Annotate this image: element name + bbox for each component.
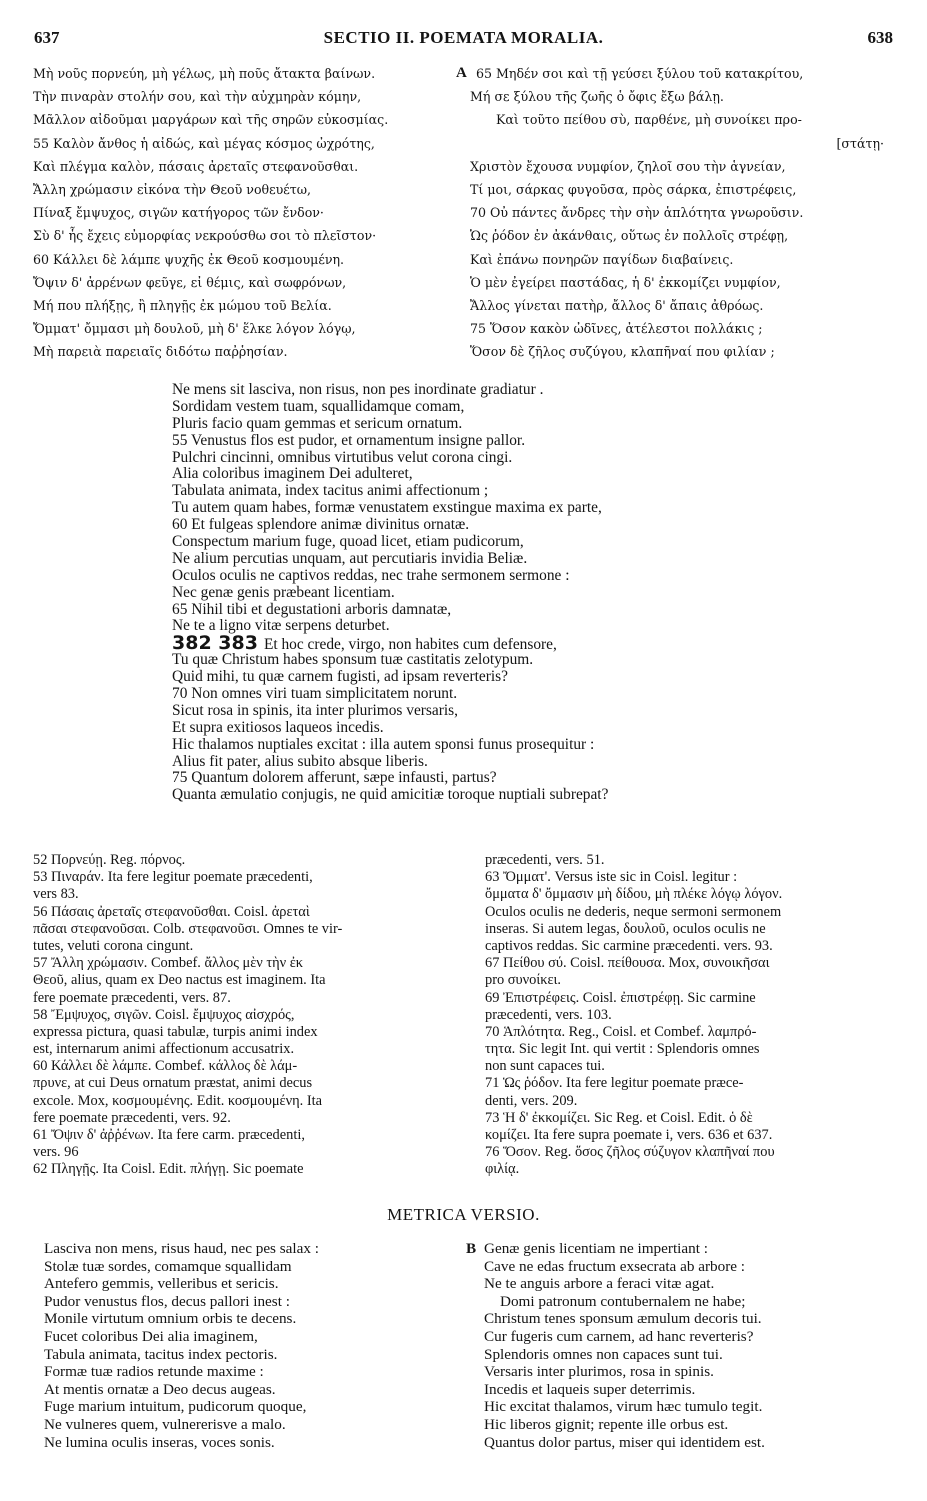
metrica-line: Formæ tuæ radios retunde maxime : bbox=[44, 1363, 264, 1381]
note-line: τητα. Sic legit Int. qui vertit : Splendoris omnes bbox=[485, 1041, 760, 1058]
notes-column-left bbox=[33, 852, 473, 1179]
note-line: πρυνε, at cui Deus ornatum præstat, animi decus bbox=[33, 1075, 313, 1092]
note-line: est, internarum animi affectionum accusatrix. bbox=[33, 1041, 295, 1058]
column-marker: B bbox=[466, 1240, 477, 1257]
latin-line: Nec genæ genis præbeant licentiam. bbox=[172, 583, 395, 601]
latin-line: Hic thalamos nuptiales excitat : illa autem sponsi funus prosequitur : bbox=[172, 735, 595, 753]
greek-verse-line: Τὴν πιναρὰν στολήν σου, καὶ τὴν αὐχμηρὰν κόμην, bbox=[33, 89, 362, 105]
latin-line: Quid mihi, tu quæ carnem fugisti, ad ipsam reverteris? bbox=[172, 668, 508, 686]
greek-verse-line: Χριστὸν ἔχουσα νυμφίον, ζηλοῖ σου τὴν ἁγνείαν, bbox=[470, 158, 786, 174]
note-line: 60 Κάλλει δὲ λάμπε. Combef. κάλλος δὲ λάμ- bbox=[33, 1058, 298, 1075]
greek-verse-line: Πίναξ ἔμψυχος, σιγῶν κατήγορος τῶν ἔνδον· bbox=[33, 205, 324, 221]
metrica-line: Cave ne edas fructum exsecrata ab arbore : bbox=[484, 1257, 746, 1275]
latin-line: Oculos oculis ne captivos reddas, nec trahe sermonem sermone : bbox=[172, 566, 570, 584]
note-line: Θεοῦ, alius, quam ex Deo nactus est imaginem. Ita bbox=[33, 972, 326, 989]
metrica-column-left bbox=[44, 1240, 464, 1451]
note-line: 57 Ἄλλη χρώμασιν. Combef. ἄλλος μὲν τὴν ἐκ bbox=[33, 955, 304, 972]
latin-line: Tu quæ Christum habes sponsum tuæ castitatis zelotypum. bbox=[172, 651, 534, 669]
note-line: tutes, veluti corona cingunt. bbox=[33, 937, 194, 954]
note-line: κομίζει. Ita fere supra poemate i, vers. 636 et 637. bbox=[485, 1127, 773, 1143]
note-line: vers 83. bbox=[33, 886, 79, 903]
greek-verse-line: [στάτῃ· bbox=[836, 135, 884, 151]
greek-verse-line: Καὶ ἐπάνω πονηρῶν παγίδων διαβαίνεις. bbox=[470, 251, 734, 267]
note-line: πᾶσαι στεφανοῦσαι. Colb. στεφανοῦσι. Omnes te vir- bbox=[33, 920, 343, 937]
greek-verse-line: 55 Καλὸν ἄνθος ἡ αἰδώς, καὶ μέγας κόσμος ὠχρότης, bbox=[33, 135, 375, 151]
page-number-left: 637 bbox=[34, 28, 60, 47]
metrica-line bbox=[466, 1240, 900, 1258]
section-title: SECTIO II. POEMATA MORALIA. bbox=[323, 28, 604, 47]
latin-line: 75 Quantum dolorem afferunt, sæpe infausti, partus? bbox=[172, 769, 497, 787]
latin-line: Ne alium percutias unquam, aut percutiaris invidia Beliæ. bbox=[172, 549, 528, 567]
note-line: 73 Ἡ δ' ἐκκομίζει. Sic Reg. et Coisl. Edit. ὁ δὲ bbox=[485, 1109, 753, 1126]
metrica-line: Ne vulneres quem, vulnererisve a malo. bbox=[44, 1415, 286, 1433]
latin-line bbox=[172, 632, 892, 655]
note-line: fere poemate præcedenti, vers. 87. bbox=[33, 989, 231, 1006]
note-line: præcedenti, vers. 103. bbox=[485, 1006, 612, 1023]
greek-verse-line: Ὡς ῥόδον ἐν ἀκάνθαις, οὕτως ἐν πολλοῖς στρέφῃ, bbox=[470, 228, 789, 244]
greek-verse-line: Μή σε ξύλου τῆς ζωῆς ὁ ὄφις ἔξω βάλῃ. bbox=[470, 89, 724, 105]
greek-verse-line: Μᾶλλον αἰδοῦμαι μαργάρων καὶ τῆς σηρῶν εὐκοσμίας. bbox=[33, 112, 389, 128]
greek-verse-line: Ἄλλος γίνεται πατὴρ, ἄλλος δ' ἄπαις ἀθρόως. bbox=[470, 297, 764, 313]
greek-column-left bbox=[33, 62, 463, 363]
latin-line: Alia coloribus imaginem Dei adulteret, bbox=[172, 465, 413, 483]
note-line: inseras. Si autem legas, δουλοῦ, oculos oculis ne bbox=[485, 920, 766, 937]
note-line: φιλίᾳ. bbox=[485, 1161, 520, 1178]
greek-verse-line: 70 Οὐ πάντες ἄνδρες τὴν σὴν ἁπλότητα γνωροῦσιν. bbox=[470, 205, 804, 221]
greek-verse-line bbox=[456, 62, 900, 85]
note-line: 62 Πληγῇς. Ita Coisl. Edit. πλήγῃ. Sic poemate bbox=[33, 1161, 304, 1178]
metrica-line: Hic excitat thalamos, virum hæc tumulo tegit. bbox=[484, 1398, 763, 1416]
note-line: non sunt capaces tui. bbox=[485, 1058, 605, 1075]
metrica-line: Versaris inter plurimos, rosa in spinis. bbox=[484, 1363, 714, 1381]
metrica-line: Fucet coloribus Dei alia imaginem, bbox=[44, 1327, 258, 1345]
greek-verse-line: Ὄμματ' ὄμμασι μὴ δουλοῦ, μὴ δ' ἕλκε λόγον λόγῳ, bbox=[33, 321, 356, 337]
note-line: Oculos oculis ne dederis, neque sermoni sermonem bbox=[485, 903, 782, 920]
metrica-line: Tabula animata, tacitus index pectoris. bbox=[44, 1345, 278, 1363]
metrica-line: Domi patronum contubernalem ne habe; bbox=[500, 1292, 746, 1310]
metrica-line: Incedis et laqueis super deterrimis. bbox=[484, 1380, 696, 1398]
greek-verse-line: Ὅσον δὲ ζῆλος συζύγου, κλαπῆναί που φιλίαν ; bbox=[470, 344, 775, 360]
latin-line: Sordidam vestem tuam, squallidamque comam, bbox=[172, 397, 465, 415]
note-line: 69 Ἐπιστρέφεις. Coisl. ἐπιστρέφῃ. Sic carmine bbox=[485, 989, 756, 1006]
greek-verse-line: Μὴ νοῦς πορνεύη, μὴ γέλως, μὴ ποῦς ἄτακτα βαίνων. bbox=[33, 66, 376, 81]
note-line: pro συνοίκει. bbox=[485, 972, 562, 989]
latin-line: Conspectum marium fuge, quoad licet, etiam pudicorum, bbox=[172, 533, 524, 551]
note-line: præcedenti, vers. 51. bbox=[485, 852, 605, 868]
latin-line: Tu autem quam habes, formæ venustatem exstingue maxima ex parte, bbox=[172, 499, 602, 517]
metrica-line: Christum tenes sponsum æmulum decoris tui. bbox=[484, 1310, 762, 1328]
note-line: 76 Ὅσον. Reg. ὅσος ζῆλος σύζυγον κλαπῆναί που bbox=[485, 1144, 775, 1161]
note-line: 63 Ὄμματ'. Versus iste sic in Coisl. legitur : bbox=[485, 869, 738, 886]
latin-line: 60 Et fulgeas splendore animæ divinitus ornatæ. bbox=[172, 516, 470, 534]
running-header bbox=[34, 28, 893, 52]
note-line: 58 Ἔμψυχος, σιγῶν. Coisl. ἔμψυχος αἰσχρός, bbox=[33, 1006, 295, 1023]
greek-column-right bbox=[456, 62, 900, 363]
latin-line: Et supra exitiosos laqueos incedis. bbox=[172, 718, 384, 736]
note-line: 52 Πορνεύῃ. Reg. πόρνος. bbox=[33, 852, 186, 868]
latin-line: 70 Non omnes viri tuam simplicitatem norunt. bbox=[172, 685, 458, 703]
note-line: excole. Mox, κοσμουμένης. Edit. κοσμουμένη. Ita bbox=[33, 1092, 322, 1109]
metrica-line: Fuge marium intuitum, pudicorum quoque, bbox=[44, 1398, 307, 1416]
latin-line: Sicut rosa in spinis, ita inter plurimos versaris, bbox=[172, 701, 458, 719]
metrica-line-text: Genæ genis licentiam ne impertiant : bbox=[484, 1240, 708, 1257]
note-line: ὄμματα δ' ὄμμασιν μὴ δίδου, μὴ πλέκε λόγῳ λόγον. bbox=[485, 886, 783, 903]
note-line: 61 Ὄψιν δ' ἀῤῥένων. Ita fere carm. præcedenti, bbox=[33, 1127, 305, 1143]
metrica-line: Pudor venustus flos, decus pallori inest : bbox=[44, 1292, 290, 1310]
metrica-line: Ne lumina oculis inseras, voces sonis. bbox=[44, 1433, 275, 1451]
note-line: 70 Ἁπλότητα. Reg., Coisl. et Combef. λαμπρό- bbox=[485, 1023, 757, 1040]
note-line: captivos reddas. Sic carmine præcedenti. vers. 93. bbox=[485, 937, 773, 954]
metrica-line: Splendoris omnes non capaces sunt tui. bbox=[484, 1345, 723, 1363]
column-numbers: 382 383 bbox=[172, 632, 258, 655]
latin-line: 55 Venustus flos est pudor, et ornamentum insigne pallor. bbox=[172, 431, 526, 449]
note-line: vers. 96 bbox=[33, 1144, 79, 1161]
greek-verse-line: 75 Ὅσον κακὸν ὠδῖνες, ἀτέλεστοι πολλάκις ; bbox=[470, 321, 763, 337]
metrica-line: Stolæ tuæ sordes, comamque squallidam bbox=[44, 1257, 292, 1275]
latin-line: Alius fit pater, alius subito absque liberis. bbox=[172, 752, 428, 770]
latin-line: Ne te a ligno vitæ serpens deturbet. bbox=[172, 617, 390, 635]
metrica-line: Lasciva non mens, risus haud, nec pes salax : bbox=[44, 1240, 319, 1257]
page-number-right: 638 bbox=[867, 28, 893, 47]
note-line: 56 Πάσαις ἀρεταῖς στεφανοῦσθαι. Coisl. ἀρεταὶ bbox=[33, 903, 310, 920]
greek-verse-text: 65 Μηδέν σοι καὶ τῇ γεύσει ξύλου τοῦ κατακρίτου, bbox=[476, 66, 804, 81]
greek-verse-line: Σὺ δ' ἧς ἔχεις εὐμορφίας νεκρούσθω σοι τὸ πλεῖστον· bbox=[33, 228, 377, 244]
greek-verse-line: Μή που πλήξῃς, ἢ πληγῇς ἐκ μώμου τοῦ Βελία. bbox=[33, 297, 332, 313]
latin-line: Quanta æmulatio conjugis, ne quid amicitiæ toroque nuptiali subrepat? bbox=[172, 786, 609, 804]
latin-translation bbox=[172, 382, 892, 804]
metrica-line: Monile virtutum omnium orbis te decens. bbox=[44, 1310, 297, 1328]
notes-column-right bbox=[485, 852, 905, 1179]
greek-verse-line: Ὄψιν δ' ἀρρένων φεῦγε, εἰ θέμις, καὶ σωφρόνων, bbox=[33, 274, 347, 290]
note-line: denti, vers. 209. bbox=[485, 1092, 578, 1109]
metrica-column-right bbox=[466, 1240, 900, 1451]
greek-verse-line: 60 Κάλλει δὲ λάμπε ψυχῆς ἐκ Θεοῦ κοσμουμένη. bbox=[33, 251, 345, 267]
note-line: 67 Πείθου σύ. Coisl. πείθουσα. Mox, συνοικῆσαι bbox=[485, 955, 770, 972]
greek-verse-line: Ἄλλη χρώμασιν εἰκόνα τὴν Θεοῦ νοθευέτω, bbox=[33, 181, 312, 197]
note-line: expressa pictura, quasi tabulæ, turpis animi index bbox=[33, 1023, 318, 1040]
latin-line: Ne mens sit lasciva, non risus, non pes inordinate gradiatur . bbox=[172, 381, 544, 398]
metrica-versio-heading: METRICA VERSIO. bbox=[387, 1205, 540, 1224]
column-marker: A bbox=[456, 65, 467, 81]
metrica-line: Quantus dolor partus, miser qui identidem est. bbox=[484, 1433, 765, 1451]
greek-verse-line: Καὶ τοῦτο πείθου σὺ, παρθένε, μὴ συνοίκει προ- bbox=[496, 112, 802, 128]
metrica-line: Hic liberos gignit; repente ille orbus est. bbox=[484, 1415, 729, 1433]
latin-line: Tabulata animata, index tacitus animi affectionum ; bbox=[172, 482, 489, 500]
note-line: fere poemate præcedenti, vers. 92. bbox=[33, 1109, 231, 1126]
metrica-line: Antefero gemmis, velleribus et sericis. bbox=[44, 1275, 279, 1293]
metrica-line: At mentis ornatæ a Deo decus augeas. bbox=[44, 1380, 276, 1398]
greek-verse-line: Καὶ πλέγμα καλὸν, πάσαις ἀρεταῖς στεφανοῦσθαι. bbox=[33, 158, 359, 174]
latin-line: 65 Nihil tibi et degustationi arboris damnatæ, bbox=[172, 600, 452, 618]
metrica-line: Ne te anguis arbore a feraci vitæ agat. bbox=[484, 1275, 715, 1293]
latin-line-text: Et hoc crede, virgo, non habites cum defensore, bbox=[263, 636, 557, 654]
greek-verse-line: Τί μοι, σάρκας φυγοῦσα, πρὸς σάρκα, ἐπιστρέφεις, bbox=[470, 181, 797, 197]
note-line: 53 Πιναράν. Ita fere legitur poemate præcedenti, bbox=[33, 869, 313, 886]
latin-line: Pulchri cincinni, omnibus virtutibus velut corona cingi. bbox=[172, 448, 513, 466]
latin-line: Pluris facio quam gemmas et sericum ornatum. bbox=[172, 414, 463, 432]
greek-verse-line: Ὁ μὲν ἐγείρει παστάδας, ἡ δ' ἐκκομίζει νυμφίον, bbox=[470, 274, 781, 290]
note-line: 71 Ὡς ῥόδον. Ita fere legitur poemate præce- bbox=[485, 1075, 744, 1092]
metrica-line: Cur fugeris cum carnem, ad hanc reverteris? bbox=[484, 1327, 754, 1345]
greek-verse-line: Μὴ παρειὰ παρειαῖς διδότω παῤῥησίαν. bbox=[33, 344, 288, 360]
